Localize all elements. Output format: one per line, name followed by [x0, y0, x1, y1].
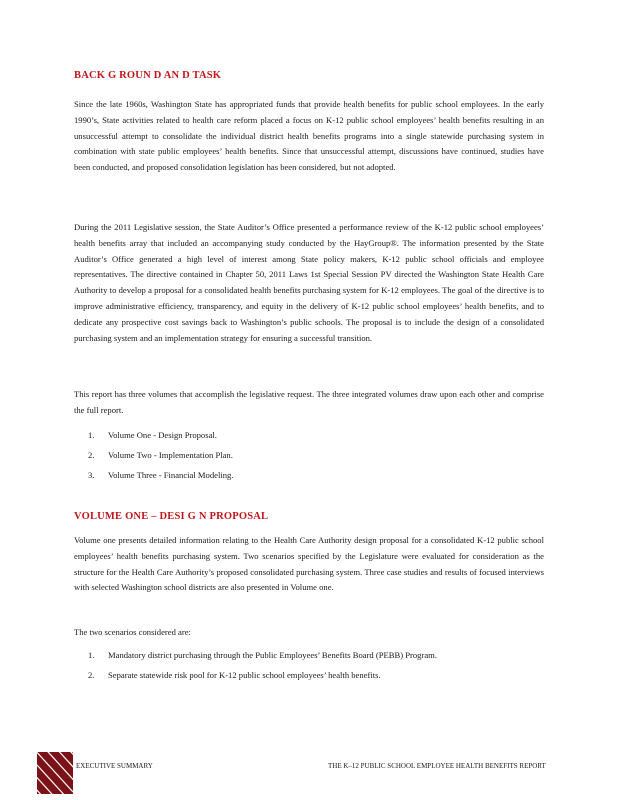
scenarios-list [88, 648, 437, 688]
list-item: 2. Separate statewide risk pool for K-12 public school employees’ health benefits. [88, 670, 381, 680]
section-heading-volume-one: VOLUME ONE – DESI G N PROPOSAL [74, 511, 269, 522]
list-item: 1. Volume One - Design Proposal. [88, 430, 217, 440]
paragraph-background-3: This report has three volumes that accomplish the legislative request. The three integrated volumes draw upon each other and comprise the full report. [74, 389, 544, 415]
footer-right-label: THE K–12 PUBLIC SCHOOL EMPLOYEE HEALTH BENEFITS REPORT [328, 762, 546, 770]
diagonal-stripes-logo-icon [37, 752, 73, 794]
footer-left-label: EXECUTIVE SUMMARY [76, 762, 153, 770]
volumes-list [88, 428, 233, 488]
paragraph-background-2: During the 2011 Legislative session, the State Auditor’s Office presented a performance review of the K-12 public school employees’ health benefits array that included an accompanying study conducted by the HayGroup®. The information presented by the State Auditor’s Office generated a high level of interest among State policy makers, K-12 public school officials and employee representatives. The directive contained in Chapter 50, 2011 Laws 1st Special Session PV directed the Washington State Health Care Authority to develop a proposal for a consolidated health benefits purchasing system for K-12 employees. The goal of the directive is to improve administrative efficiency, transparency, and equity in the delivery of K-12 public school employees’ health benefits, and to dedicate any prospective cost savings back to Washington’s public schools. The proposal is to include the design of a consolidated purchasing system and an implementation strategy for ensuring a successful transition. [74, 222, 544, 343]
list-item: 1. Mandatory district purchasing through the Public Employees’ Benefits Board (PEBB) Program. [88, 650, 437, 660]
list-item: 2. Volume Two - Implementation Plan. [88, 450, 233, 460]
paragraph-volume-one-1: Volume one presents detailed information relating to the Health Care Authority design proposal for a consolidated K-12 public school employees’ health benefits purchasing system. Two scenarios specified by the Legislature were evaluated for consideration as the structure for the Health Care Authority’s proposed consolidated purchasing system. Three case studies and results of focused interviews with selected Washington school districts are also presented in Volume one. [74, 535, 544, 593]
paragraph-volume-one-2: The two scenarios considered are: [74, 627, 191, 637]
paragraph-background-1: Since the late 1960s, Washington State has appropriated funds that provide health benefits for public school employees. In the early 1990’s, State activities related to health care reform placed a focus on K-12 public school employees’ health benefits resulting in an unsuccessful attempt to consolidate the individual district health benefits programs into a single statewide purchasing system in combination with state public employees’ health benefits. Since that unsuccessful attempt, discussions have continued, studies have been conducted, and proposed consolidation legislation has been considered, but not adopted. [74, 99, 544, 173]
list-item: 3. Volume Three - Financial Modeling. [88, 470, 234, 480]
section-heading-background: BACK G ROUN D AN D TASK [74, 70, 222, 81]
